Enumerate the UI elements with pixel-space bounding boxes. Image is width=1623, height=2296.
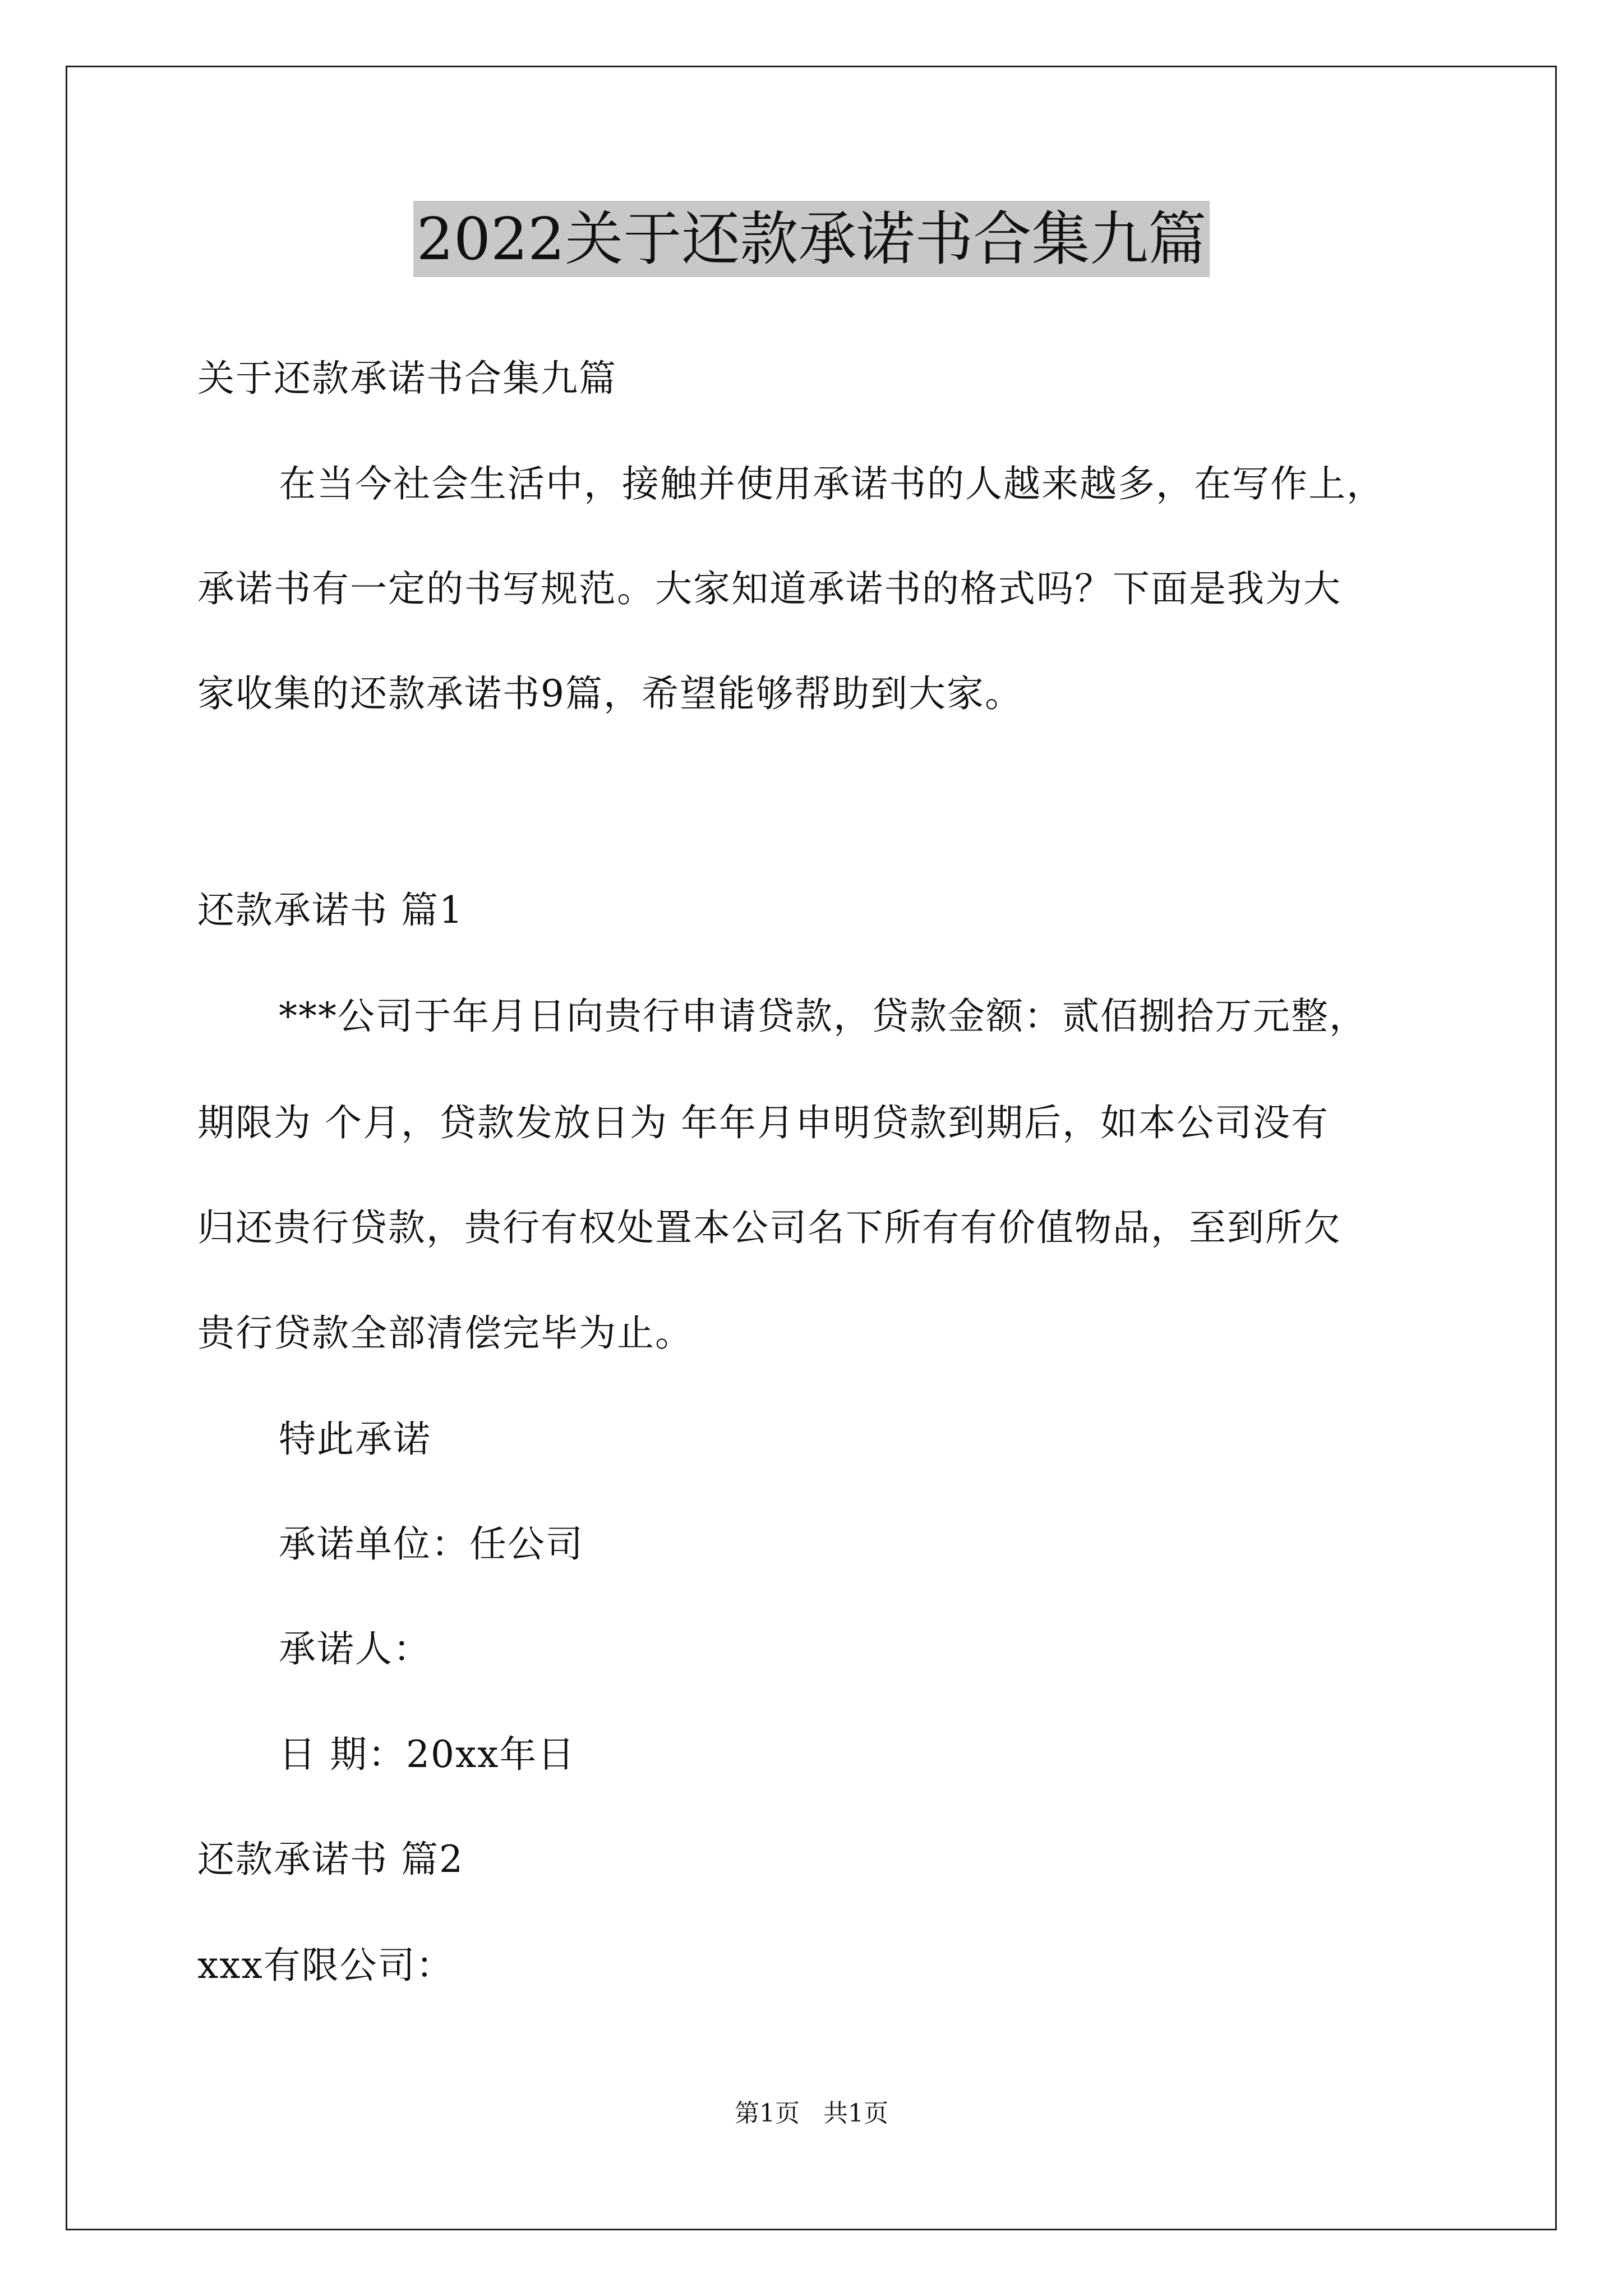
body-line-2: 期限为 个月，贷款发放日为 年年月申明贷款到期后，如本公司没有 [197,1101,1329,1144]
special-commitment-line: 特此承诺 [279,1418,431,1461]
body-line-4: 贵行贷款全部清偿完毕为止。 [197,1312,693,1355]
page-footer: 第1页 共1页 [735,2099,888,2128]
commitment-unit-line: 承诺单位：任公司 [279,1522,584,1566]
subtitle-line: 关于还款承诺书合集九篇 [197,357,617,400]
title-container [0,201,1623,277]
intro-line-1: 在当今社会生活中，接触并使用承诺书的人越来越多，在写作上， [279,462,1385,505]
body-line-1: ***公司于年月日向贵行申请贷款，贷款金额：贰佰捌拾万元整， [279,995,1367,1038]
commitment-person-line: 承诺人： [279,1627,431,1671]
intro-line-3: 家收集的还款承诺书9篇，希望能够帮助到大家。 [197,672,1023,715]
section-heading-1: 还款承诺书 篇1 [197,889,464,932]
section-heading-2: 还款承诺书 篇2 [197,1838,464,1881]
document-title: 2022关于还款承诺书合集九篇 [413,201,1210,277]
date-line: 日 期：20xx年日 [279,1733,576,1776]
intro-line-2: 承诺书有一定的书写规范。大家知道承诺书的格式吗？下面是我为大 [197,567,1341,610]
addressee-line: xxx有限公司： [197,1944,454,1987]
body-line-3: 归还贵行贷款，贵行有权处置本公司名下所有有价值物品，至到所欠 [197,1206,1341,1249]
